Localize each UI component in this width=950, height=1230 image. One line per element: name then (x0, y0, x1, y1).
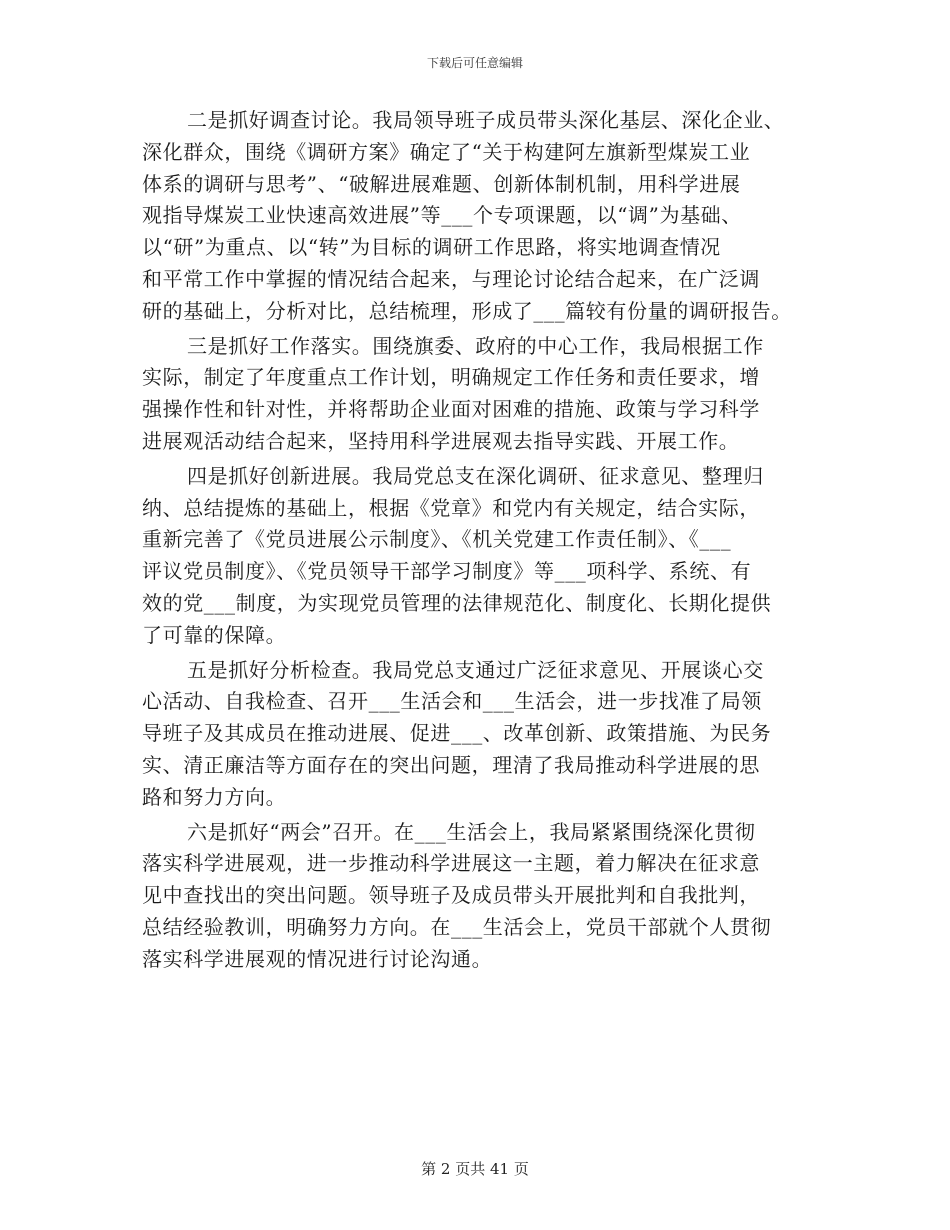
document-body (142, 105, 822, 979)
text-line: 四是抓好创新进展。我局党总支在深化调研、征求意见、整理归 (187, 463, 764, 488)
paragraph-innovation (142, 461, 822, 652)
paragraph-analysis (142, 655, 822, 814)
header-note: 下载后可任意编辑 (426, 56, 523, 70)
text-line: 和平常工作中掌握的情况结合起来，与理论讨论结合起来，在广泛调 (142, 266, 760, 291)
text-line: 落实科学进展观的情况进行讨论沟通。 (142, 946, 493, 971)
text-line: 了可靠的保障。 (142, 622, 287, 647)
text-line: 导班子及其成员在推动进展、促进___、改革创新、政策措施、为民务 (142, 721, 772, 746)
text-line: 五是抓好分析检查。我局党总支通过广泛征求意见、开展谈心交 (187, 657, 764, 682)
text-line: 研的基础上，分析对比，总结梳理，形成了___篇较有份量的调研报告。 (142, 298, 792, 323)
text-line: 重新完善了《党员进展公示制度》、《机关党建工作责任制》、《___ (142, 527, 732, 552)
text-line: 实际，制定了年度重点工作计划，明确规定工作任务和责任要求，增 (142, 365, 760, 390)
text-line: 三是抓好工作落实。围绕旗委、政府的中心工作，我局根据工作 (187, 333, 764, 358)
text-line: 六是抓好“两会”召开。在___生活会上，我局紧紧围绕深化贯彻 (187, 819, 756, 844)
page-footer (0, 1158, 950, 1179)
paragraph-research (142, 105, 822, 328)
page-header (0, 54, 950, 71)
text-line: 心活动、自我检查、召开___生活会和___生活会，进一步找准了局领 (142, 689, 762, 714)
text-line: 二是抓好调查讨论。我局领导班子成员带头深化基层、深化企业、 (187, 108, 785, 132)
text-line: 纳、总结提炼的基础上，根据《党章》和党内有关规定，结合实际， (142, 495, 760, 520)
text-line: 体系的调研与思考”、“破解进展难题、创新体制机制，用科学进展 (142, 171, 741, 196)
text-line: 观指导煤炭工业快速高效进展”等___个专项课题，以“调”为基础、 (142, 203, 742, 228)
text-line: 实、清正廉洁等方面存在的突出问题，理清了我局推动科学进展的思 (142, 752, 760, 777)
text-line: 进展观活动结合起来，坚持用科学进展观去指导实践、开展工作。 (142, 428, 740, 453)
page-number: 第 2 页共 41 页 (421, 1160, 529, 1178)
text-line: 强操作性和针对性，并将帮助企业面对困难的措施、政策与学习科学 (142, 397, 760, 422)
paragraph-meetings (142, 817, 822, 976)
text-line: 见中查找出的突出问题。领导班子及成员带头开展批判和自我批判， (142, 883, 760, 908)
text-line: 总结经验教训，明确努力方向。在___生活会上，党员干部就个人贯彻 (142, 914, 772, 939)
text-line: 效的党___制度，为实现党员管理的法律规范化、制度化、长期化提供 (142, 590, 772, 615)
text-line: 深化群众，围绕《调研方案》确定了“关于构建阿左旗新型煤炭工业 (142, 139, 751, 164)
text-line: 路和努力方向。 (142, 784, 287, 809)
paragraph-implementation (142, 331, 822, 458)
text-line: 以“研”为重点、以“转”为目标的调研工作思路，将实地调查情况 (142, 235, 721, 260)
text-line: 落实科学进展观，进一步推动科学进展这一主题，着力解决在征求意 (142, 851, 760, 876)
text-line: 评议党员制度》、《党员领导干部学习制度》等___项科学、系统、有 (142, 559, 752, 584)
